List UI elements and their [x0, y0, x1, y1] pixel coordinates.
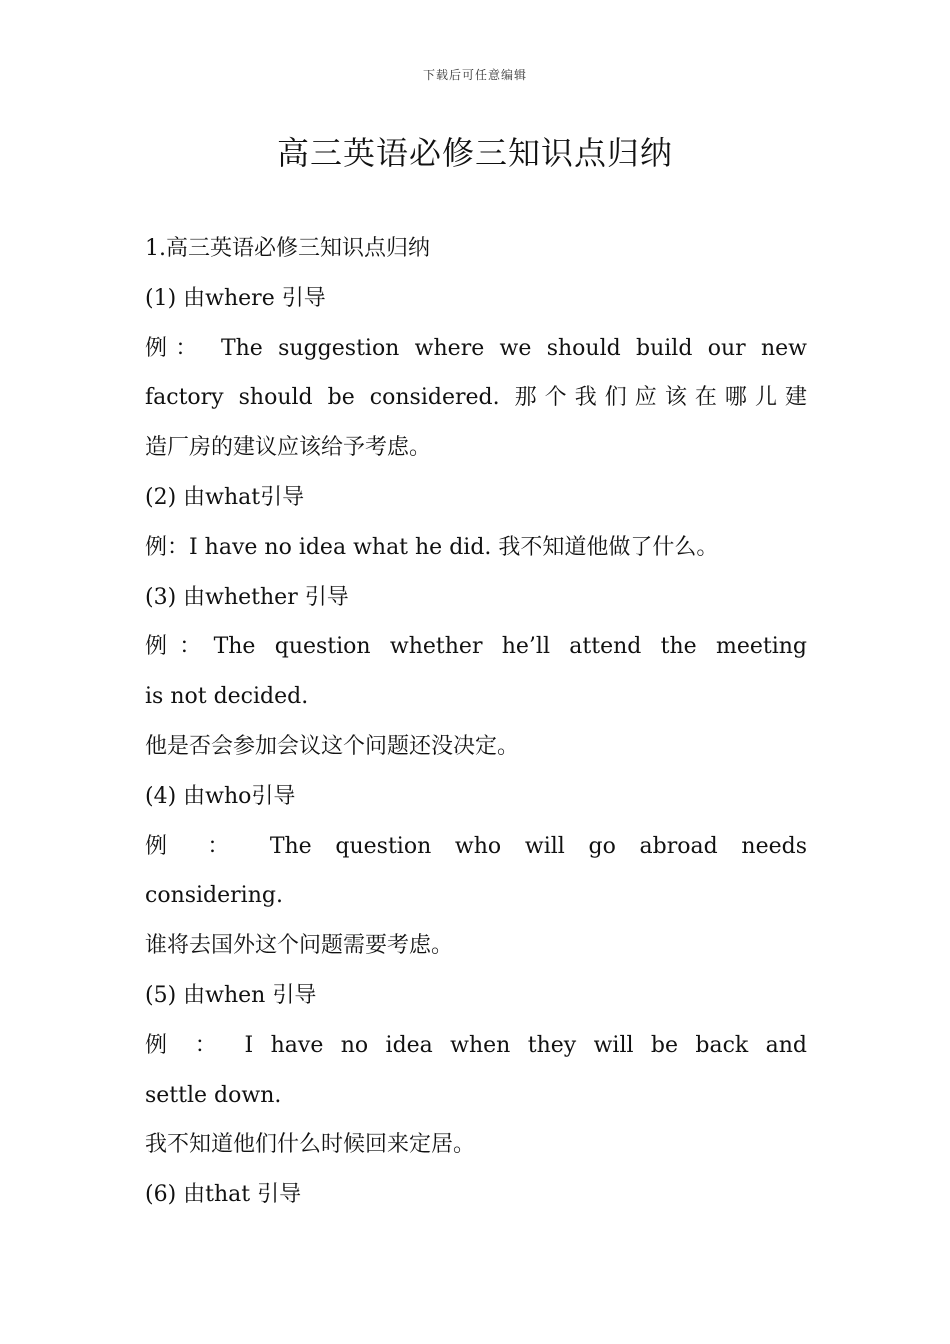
text-line: considering. [145, 883, 283, 909]
document-title: 高三英语必修三知识点归纳 [276, 134, 673, 172]
text-line: 谁将去国外这个问题需要考虑。 [145, 933, 454, 959]
text-line: 例：I have no idea what he did. 我不知道他做了什么。 [145, 534, 719, 560]
text-line: settle down. [145, 1082, 282, 1108]
text-line: 例：The question whether he’ll attend the meeting [145, 634, 807, 660]
text-line: 例 ： The question who will go abroad needs [145, 833, 807, 859]
text-line: 1.高三英语必修三知识点归纳 [145, 236, 430, 261]
text-line: 造厂房的建议应该给予考虑。 [145, 435, 432, 461]
text-line: 例 ： I have no idea when they will be back and [145, 1032, 807, 1058]
text-line: 他是否会参加会议这个问题还没决定。 [145, 733, 520, 759]
text-line: (4) 由who引导 [145, 783, 296, 809]
text-line: (2) 由what引导 [145, 484, 305, 510]
text-line: (6) 由that 引导 [145, 1182, 302, 1208]
text-line: factory should be considered. 那个我们应该在哪儿建 [145, 385, 807, 411]
text-line: (3) 由whether 引导 [145, 584, 349, 610]
text-line: is not decided. [145, 684, 309, 710]
text-line: 我不知道他们什么时候回来定居。 [145, 1132, 476, 1158]
text-line: (5) 由when 引导 [145, 982, 317, 1008]
document-body [145, 224, 807, 1220]
text-line: (1) 由where 引导 [145, 285, 326, 311]
text-line: 例： The suggestion where we should build our new [145, 335, 807, 361]
header-note: 下载后可任意编辑 [422, 68, 527, 82]
